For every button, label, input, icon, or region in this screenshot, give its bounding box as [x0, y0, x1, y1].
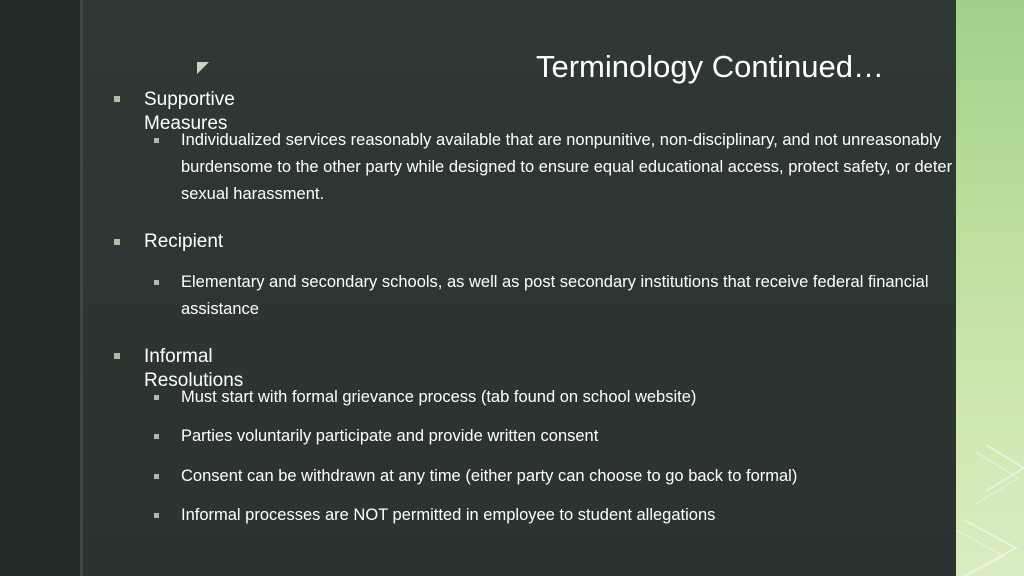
sub-bullet-marker — [154, 434, 159, 439]
sub-bullet-marker — [154, 280, 159, 285]
left-decor-strip — [0, 0, 80, 576]
informal-item-3: Consent can be withdrawn at any time (either party can choose to go back to formal) — [181, 467, 798, 485]
heading-supportive-measures: Supportive Measures — [144, 89, 235, 134]
informal-item-1: Must start with formal grievance process (tab found on school website) — [181, 388, 697, 406]
supportive-measures-definition: Individualized services reasonably available that are nonpunitive, non-disciplinary, and not unreasonably burdensome to the other party while designed to ensure equal educational access, protect safety, or deter sexual harassment. — [181, 131, 953, 203]
heading-informal-resolutions: Informal Resolutions — [144, 346, 244, 391]
sub-bullet-marker — [154, 474, 159, 479]
corner-arrow-icon — [197, 62, 209, 74]
bullet-marker — [114, 96, 120, 102]
sub-bullet-marker — [154, 513, 159, 518]
slide-title: Terminology Continued… — [535, 49, 885, 84]
informal-item-2: Parties voluntarily participate and provide written consent — [181, 427, 599, 445]
bullet-marker — [114, 353, 120, 359]
recipient-definition: Elementary and secondary schools, as well as post secondary institutions that receive federal financial assistance — [181, 273, 929, 318]
informal-item-4: Informal processes are NOT permitted in employee to student allegations — [181, 506, 716, 524]
chevron-decor-icon — [956, 0, 1024, 576]
heading-recipient: Recipient — [144, 231, 224, 252]
sub-bullet-marker — [154, 395, 159, 400]
right-decor-strip — [956, 0, 1024, 576]
sub-bullet-marker — [154, 138, 159, 143]
bullet-marker — [114, 239, 120, 245]
